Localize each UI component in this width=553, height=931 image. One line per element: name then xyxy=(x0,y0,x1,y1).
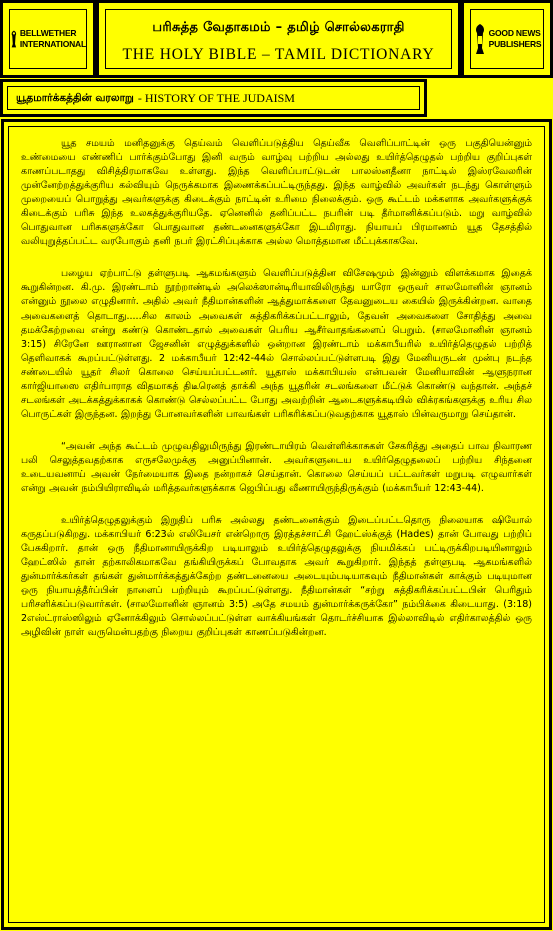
article-title-box xyxy=(0,79,427,117)
article-body-box xyxy=(1,119,552,930)
bellwether-logo-text xyxy=(20,28,86,50)
logo-text-line: BELLWETHER xyxy=(19,28,77,38)
good-news-logo xyxy=(470,9,544,69)
logo-text-line: INTERNATIONAL xyxy=(19,39,86,49)
good-news-logo-text xyxy=(489,28,542,50)
publisher-emblem-icon xyxy=(473,22,487,56)
header-title-tamil: பரிசுத்த வேதாகமம் – தமிழ் சொல்லகராதி xyxy=(152,20,405,35)
header-title-english: THE HOLY BIBLE – TAMIL DICTIONARY xyxy=(122,46,435,63)
bellwether-logo xyxy=(9,9,87,69)
logo-text-line: PUBLISHERS xyxy=(488,39,542,49)
article-paragraph: யூத சமயம் மனிதனுக்கு தெய்வம் வெளிப்படுத்திய தெய்வீக வெளிப்பாட்டின் ஒரு பகுதியென்னும் உண்மையை எண்ணிப் பார்க்கும்போது இனி வரும் வாழ்வு பற்றிய அல்லது உயிர்த்தெழுதல் பற்றிய குறிப்புகள் காணப்படாதது விசித்திரமாகவே உள்ளது. இந்த வெளிப்பாட்டுடன் பாலஸ்னதீனா நாட்டில் இஸ்ரவேலரின் முன்னேற்றத்துக்குரிய கல்வியும் நெருக்கமாக இணைக்கப்பட்டிருந்தது. இந்த வாழ்வில் அவர்கள் நடந்து கொள்ளும் முறையைப் பொறுத்து அவர்களுக்கு கிடைக்கும் நாட்டின் உரிமை நிலைக்கும். ஒரு கூட்டம் மக்களாக அவர்களுக்குக் கிடைக்கும் பரிசு இந்த உலகத்துக்குரியதே. ஏனெனில் தனிப்பட்ட நபரின் படி தீர்மானிக்கப்படும். மறு வாழ்வில் பொதுவான பரிசுகளுக்கோ பொதுவான தண்டனைகளுக்கோ இடமிராது. நியாயப் பிரமாணம் யூத தேசத்தில் வலியுறுத்தப்பட்ட வரபோகும் தனி நபர் இரட்சிப்புக்காக அல்ல மொத்தமான மீட்புக்காகவே. xyxy=(21,138,532,248)
logo-text-line: GOOD NEWS xyxy=(488,28,541,38)
article-paragraph: பழைய ஏற்பாட்டு தள்ளுபடி ஆகமங்களும் வெளிப்படுத்தின விசேஷமும் இன்னும் விளக்கமாக இதைக் கூறுகின்றன. கி.மு. இரண்டாம் நூற்றாண்டில் அலெக்ஸான்டிரியாவிலிருந்து யாரோ ஒருவர் சாலமோனின் ஞானம் என்னும் நூலை எழுதினார். அதில் அவர் நீதிமான்களின் ஆத்துமாக்களை தேவனுடைய கையில் இருக்கின்றன. வாதை அவைகளைத் தொடாது.....சில காலம் அவைகள் சுத்திகரிக்கப்பட்டாலும், தேவன் அவைகளை சோதித்து அவை தமக்கேற்றவை என்று கண்டு கொண்டதால் அவைகள் பெரிய ஆசீர்வாதங்களைப் பெறும். (சாலமோனின் ஞானம் 3:15) சிரேனே ஊரானான ஜேசனின் எழுத்துக்களில் ஒன்றான இரண்டாம் மக்காபீயரில் உயிர்த்தெழுதல் பற்றித் தெளிவாகக் கூறப்பட்டுள்ளது. 2 மக்காபீயர் 12:42-44ல் சொல்லப்பட்டுள்ளபடி இது மேனியருடன் முன்பு நடந்த சண்டையில் யூதர் சிலர் கொலை செய்யப்பட்டனர். யூதாஸ் மக்காபியஸ் என்பவன் மேனியாவின் ஆளுநரான கார்ஜியாஸை எதிர்பாராத விதமாகத் திடீரெனத் தாக்கி அந்த யூதரின் சடலங்களை மீட்டுக் கொண்டு வந்தான். அந்தச் சடலங்கள் அடக்கத்துக்காகக் கொண்டு செல்லப்பட்ட போது அவற்றின் ஆடைகளுக்கடியில் விக்ரகங்களுக்கு உரிய சில பொருட்கள் இருந்தன. இறந்து போனவர்களின் பாவங்கள் பரிகரிக்கப்படுவதற்காக யூதாஸ் பின்வருமாறு செய்தான். xyxy=(21,268,532,420)
article-paragraph: உயிர்த்தெழுதலுக்கும் இறுதிப் பரிசு அல்லது தண்டனைக்கும் இடைப்பட்டதொரு நிலையாக ஷியோல் கருதப்படுகிறது. மக்காபியர் 6:23ல் எலியேசர் என்றொரு இரத்தச்சாட்சி ஹேட்ஸ்க்குத் (Hades) தான் போவது பற்றிப் பேசுகிறார். தான் ஒரு நீதிமானாயிருக்கிற படியாலும் உயிர்த்தெழுதலுக்கு நியமிக்கப் பட்டிருக்கிறபடியினாலும் ஹேட்ஸில் தான் தற்காலிகமாகவே தங்கியிருக்கப் போவதாக அவர் கூறுகிறார். இந்தத் தள்ளுபடி ஆகமங்களில் துன்மார்க்கர்கள் தங்கள் துன்மார்க்கத்துக்கேற்ற தண்டனையை அடையும்படியாகவும் நீதிமான்கள் காக்கும் படியுமான ஒரு நியாயத்தீர்ப்பின் நாளைப் பற்றியும் கூறப்பட்டுள்ளது. நீதிமான்கள் “சற்று சுத்திகரிக்கப்பட்டபின் பெரிதும் பரிசளிக்கப்படுவார்கள். (சாலமோனின் ஞானம் 3:5) அதே சமயம் துன்மார்க்கருக்கோ” நம்பிக்கை கிடையாது. (3:18) 2எஸ்ட்ராஸ்ஸிலும் ஏனோக்கிலும் சொல்லப்பட்டுள்ள வாக்கியங்கள் தொடர்ச்சியாக இல்லாவிடில் எதிர்காலத்தில் ஒரு அழிவின் நாள் வருமென்பதற்கு நிறைய குறிப்புகள் காணப்படுகின்றன. xyxy=(21,515,532,639)
article-body xyxy=(8,126,545,923)
dictionary-header xyxy=(96,0,461,78)
article-title-english: - HISTORY OF THE JUDAISM xyxy=(137,90,295,105)
ram-icon xyxy=(10,22,18,56)
article-title-tamil: யூதமார்க்கத்தின் வரலாறு xyxy=(16,91,134,104)
bellwether-logo-box xyxy=(0,0,96,78)
article-paragraph: “அவன் அந்த கூட்டம் முழுவதிலுமிருந்து இரண்டாயிரம் வெள்ளிக்காசுகள் சேகரித்து அதைப் பாவ நிவாரண பலி செலுத்தவதற்காக எருசலேமுக்கு அனுப்பினான். அவர்களுடைய உயிர்தெழுதலைப் பற்றிய சிந்தனை உடையவனாய் அவன் நேர்மையாக இதை நன்றாகச் செய்தான். கொலை செய்யப் பட்டவர்கள் மறுபடி எழுவார்கள் என்று அவன் நம்பியிராவிடில் மரித்தவர்களுக்காக ஜெபிப்பது வீணாயிருந்திருக்கும் (மக்காபீயர் 12:43-44). xyxy=(21,440,532,495)
good-news-logo-box xyxy=(461,0,553,78)
